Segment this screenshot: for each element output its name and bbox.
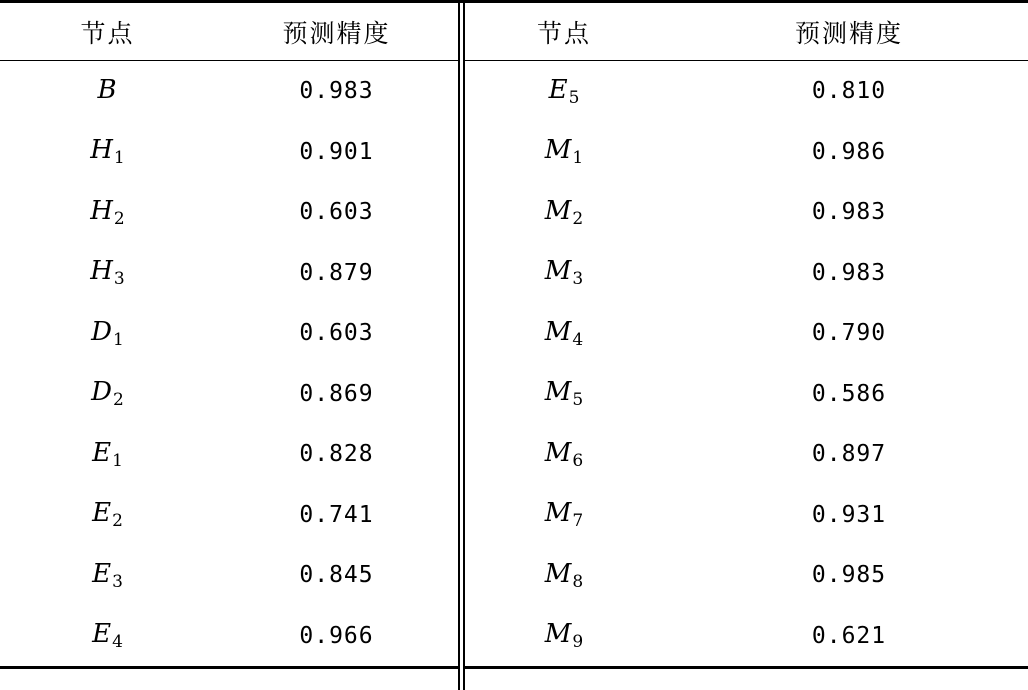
cell-right-node (464, 182, 664, 243)
cell-right-node (464, 243, 664, 304)
node-base: M (544, 135, 572, 166)
cell-left-node (0, 364, 215, 425)
cell-left-value (215, 122, 458, 183)
node-subscript: 3 (572, 269, 584, 290)
node-base: B (97, 74, 117, 105)
node-subscript: 8 (572, 571, 584, 592)
node-base: M (544, 558, 572, 589)
table-row (0, 424, 1028, 485)
node-subscript: 3 (112, 571, 123, 592)
node-base: M (544, 437, 572, 468)
cell-left-value (215, 424, 458, 485)
value-text: 0.983 (811, 259, 887, 286)
node-base: M (544, 498, 572, 529)
node-base: H (90, 135, 113, 166)
node-base: M (544, 377, 572, 408)
cell-left-node (0, 122, 215, 183)
value-text: 0.985 (811, 562, 887, 589)
value-text: 0.603 (299, 320, 374, 347)
table-body (0, 2, 1028, 670)
node-subscript: 4 (572, 329, 584, 350)
value-text: 0.741 (299, 501, 374, 528)
cell-right-value (664, 424, 1028, 485)
cell-right-value (664, 303, 1028, 364)
cell-right-node (464, 364, 664, 425)
node-subscript: 5 (568, 87, 580, 108)
cell-right-value (664, 485, 1028, 546)
table-row (0, 61, 1028, 122)
node-subscript: 1 (572, 148, 584, 169)
cell-right-node (464, 606, 664, 668)
cell-right-value (664, 122, 1028, 183)
node-subscript: 2 (572, 208, 584, 229)
cell-left-node (0, 545, 215, 606)
header-left-node: 节点 (80, 18, 135, 48)
cell-right-node (464, 545, 664, 606)
node-base: H (90, 195, 113, 226)
value-text: 0.810 (811, 78, 887, 105)
cell-left-value (215, 182, 458, 243)
node-subscript: 2 (113, 208, 125, 229)
value-text: 0.869 (299, 380, 374, 407)
cell-left-node (0, 243, 215, 304)
table-row (0, 243, 1028, 304)
cell-right-node (464, 424, 664, 485)
cell-right-value (664, 364, 1028, 425)
value-text: 0.879 (299, 259, 374, 286)
node-subscript: 9 (572, 632, 584, 653)
node-base: M (544, 195, 572, 226)
cell-right-node (464, 485, 664, 546)
value-text: 0.901 (299, 138, 374, 165)
cell-right-value (664, 61, 1028, 122)
node-subscript: 1 (112, 450, 123, 471)
divider-double-line (458, 3, 464, 690)
cell-left-node (0, 182, 215, 243)
node-subscript: 6 (572, 450, 584, 471)
value-text: 0.986 (811, 138, 887, 165)
table-row (0, 303, 1028, 364)
table-row (0, 364, 1028, 425)
header-right-value: 预测精度 (794, 18, 903, 48)
cell-right-value (664, 545, 1028, 606)
cell-left-value (215, 303, 458, 364)
value-text: 0.897 (811, 441, 887, 468)
table-row (0, 182, 1028, 243)
value-text: 0.621 (811, 622, 887, 649)
cell-right-node (464, 303, 664, 364)
table-header-row (0, 3, 1028, 61)
cell-left-node (0, 303, 215, 364)
cell-right-value (664, 243, 1028, 304)
node-subscript: 4 (112, 632, 123, 653)
node-base: M (544, 256, 572, 287)
node-base: H (90, 256, 113, 287)
node-base: E (92, 619, 112, 650)
node-base: E (92, 498, 112, 529)
node-base: D (91, 377, 113, 408)
node-subscript: 7 (572, 511, 584, 532)
cell-right-value (664, 606, 1028, 668)
table-row (0, 545, 1028, 606)
column-divider (458, 2, 464, 670)
cell-left-value (215, 485, 458, 546)
header-left-value: 预测精度 (282, 18, 391, 48)
table-row (0, 606, 1028, 668)
node-base: E (548, 74, 568, 105)
table-row (0, 122, 1028, 183)
node-base: M (544, 316, 572, 347)
node-subscript: 1 (113, 329, 124, 350)
node-subscript: 1 (113, 148, 125, 169)
cell-left-value (215, 243, 458, 304)
cell-left-node (0, 485, 215, 546)
value-text: 0.828 (299, 441, 374, 468)
node-base: D (91, 316, 113, 347)
cell-right-node (464, 61, 664, 122)
value-text: 0.966 (299, 622, 374, 649)
cell-left-value (215, 364, 458, 425)
value-text: 0.983 (811, 199, 887, 226)
cell-left-node (0, 606, 215, 668)
cell-left-value (215, 545, 458, 606)
node-subscript: 3 (113, 269, 125, 290)
cell-left-node (0, 61, 215, 122)
node-subscript: 5 (572, 390, 584, 411)
node-subscript: 2 (113, 390, 124, 411)
cell-left-value (215, 61, 458, 122)
value-text: 0.983 (299, 78, 374, 105)
value-text: 0.603 (299, 199, 374, 226)
node-base: M (544, 619, 572, 650)
cell-right-value (664, 182, 1028, 243)
node-base: E (92, 437, 112, 468)
node-subscript: 2 (112, 511, 123, 532)
table-bottom-rule (0, 668, 1028, 670)
value-text: 0.586 (811, 380, 887, 407)
cell-right-node (464, 122, 664, 183)
cell-left-node (0, 424, 215, 485)
value-text: 0.790 (811, 320, 887, 347)
node-base: E (92, 558, 112, 589)
header-right-node: 节点 (536, 18, 591, 48)
value-text: 0.845 (299, 562, 374, 589)
table-row (0, 485, 1028, 546)
cell-left-value (215, 606, 458, 668)
value-text: 0.931 (811, 501, 887, 528)
